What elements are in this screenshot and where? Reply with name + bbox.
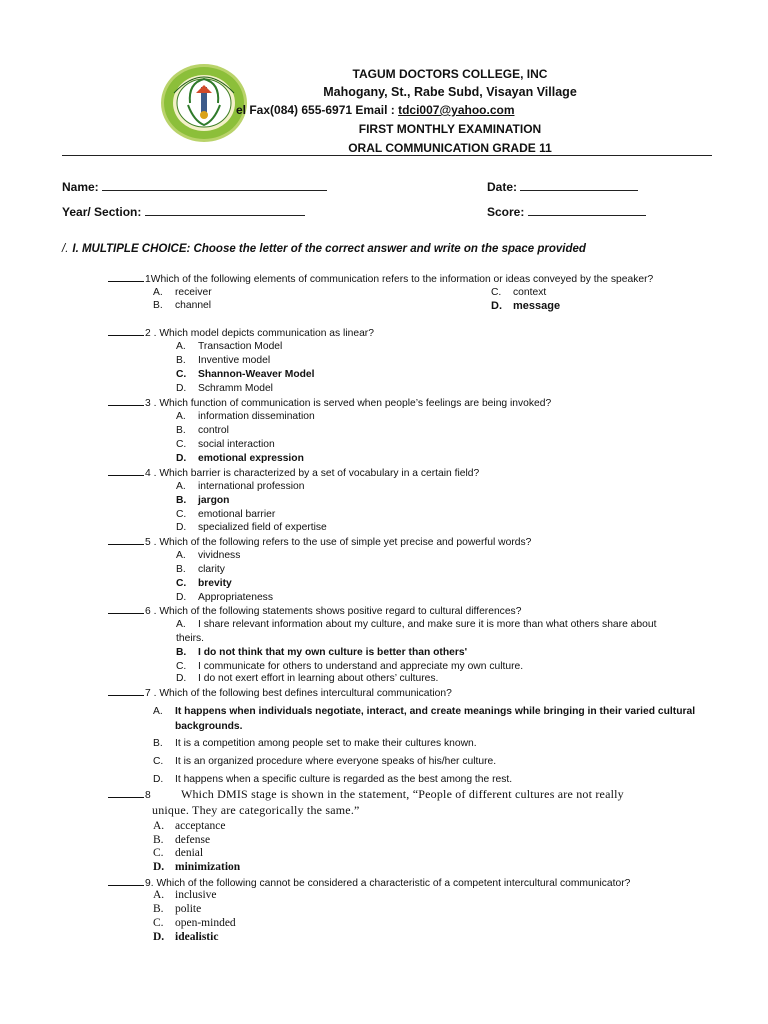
year-section-field xyxy=(62,204,305,219)
question-1 xyxy=(108,272,653,286)
option-text: control xyxy=(198,425,229,436)
option-letter: A. xyxy=(176,341,186,352)
option-text: vividness xyxy=(198,550,241,561)
question-5 xyxy=(108,535,531,549)
option-b-correct xyxy=(176,646,467,659)
option-text: I do not think that my own culture is better than others' xyxy=(198,647,468,658)
option-text: specialized field of expertise xyxy=(198,522,327,533)
option-d-correct xyxy=(176,452,304,465)
option-letter: D. xyxy=(153,861,165,873)
option-b xyxy=(153,834,210,847)
option-text: message xyxy=(513,300,561,312)
option-letter: A. xyxy=(176,481,186,492)
option-text: acceptance xyxy=(175,820,226,832)
option-letter: B. xyxy=(176,355,186,366)
score-field xyxy=(487,204,646,219)
option-letter: B. xyxy=(153,300,163,311)
option-a-continued: theirs. xyxy=(176,633,205,644)
question-text: . Which function of communication is served when people’s feelings are being invoked? xyxy=(153,398,552,409)
question-number: 8 xyxy=(145,790,151,801)
option-b xyxy=(153,737,477,750)
option-letter: C. xyxy=(176,661,187,672)
option-b xyxy=(153,299,211,312)
option-text: It is a competition among people set to make their cultures known. xyxy=(175,738,477,749)
option-text: open-minded xyxy=(175,917,236,929)
section-mark: /. xyxy=(62,243,69,255)
option-c xyxy=(176,508,275,521)
option-a xyxy=(176,549,240,562)
option-d-correct xyxy=(491,300,560,313)
option-a xyxy=(153,820,225,833)
option-letter: A. xyxy=(153,706,163,717)
answer-blank[interactable] xyxy=(108,788,144,798)
option-text: emotional barrier xyxy=(198,509,276,520)
option-text: emotional expression xyxy=(198,453,304,464)
option-letter: D. xyxy=(153,931,165,943)
option-letter: C. xyxy=(176,578,187,589)
option-c xyxy=(176,438,275,451)
option-letter: B. xyxy=(176,495,187,506)
option-c xyxy=(153,847,203,860)
question-number: 2 xyxy=(145,328,151,339)
option-text: jargon xyxy=(198,495,230,506)
option-text: I do not exert effort in learning about others’ cultures. xyxy=(198,673,439,684)
header-divider xyxy=(62,155,712,156)
question-text: . Which of the following best defines intercultural communication? xyxy=(153,688,452,699)
option-text: defense xyxy=(175,834,211,846)
option-c-correct xyxy=(176,577,232,590)
option-letter: A. xyxy=(176,619,186,630)
option-a xyxy=(176,340,282,353)
option-a-continued: backgrounds. xyxy=(175,721,243,732)
exam-title: FIRST MONTHLY EXAMINATION xyxy=(358,122,542,136)
option-text: It is an organized procedure where everyone speaks of his/her culture. xyxy=(175,756,497,767)
option-letter: D. xyxy=(153,774,164,785)
option-letter: D. xyxy=(176,522,187,533)
question-number: 3 xyxy=(145,398,151,409)
option-letter: C. xyxy=(176,439,187,450)
option-c xyxy=(153,917,236,930)
question-9 xyxy=(108,876,630,890)
question-2 xyxy=(108,326,374,340)
option-text: Schramm Model xyxy=(198,383,273,394)
option-b xyxy=(176,354,270,367)
option-text: minimization xyxy=(175,861,241,873)
contact-prefix: el Fax(084) 655-6971 Email : xyxy=(236,103,399,117)
option-text: I share relevant information about my culture, and make sure it is more than what others share about xyxy=(198,619,657,630)
option-d xyxy=(176,382,273,395)
year-section-label: Year/ Section: xyxy=(62,205,142,219)
question-text: Which of the following elements of communication refers to the information or ideas conveyed by the speaker? xyxy=(150,274,654,285)
option-text: channel xyxy=(175,300,212,311)
question-8 xyxy=(108,788,624,802)
question-7 xyxy=(108,686,452,700)
option-text: Appropriateness xyxy=(198,592,273,603)
option-letter: B. xyxy=(176,564,186,575)
question-number: 6 xyxy=(145,606,151,617)
option-text: denial xyxy=(175,847,204,859)
question-6 xyxy=(108,604,521,618)
answer-blank[interactable] xyxy=(108,604,144,614)
option-text: information dissemination xyxy=(198,411,315,422)
option-letter: D. xyxy=(176,453,187,464)
email-link[interactable]: tdci007@yahoo.com xyxy=(398,103,515,117)
answer-blank[interactable] xyxy=(108,396,144,406)
section-title: I. MULTIPLE CHOICE: Choose the letter of the correct answer and write on the space provided xyxy=(72,243,586,255)
option-text: It happens when individuals negotiate, interact, and create meanings while bringing in their varied cultural xyxy=(175,706,696,717)
school-name: TAGUM DOCTORS COLLEGE, INC xyxy=(352,67,548,81)
score-blank[interactable] xyxy=(528,204,646,216)
answer-blank[interactable] xyxy=(108,535,144,545)
option-d-correct xyxy=(153,861,240,874)
option-letter: C. xyxy=(153,917,164,929)
question-number: 9 xyxy=(145,878,151,889)
question-number: 5 xyxy=(145,537,151,548)
option-b xyxy=(153,903,201,916)
option-text: social interaction xyxy=(198,439,275,450)
option-letter: A. xyxy=(153,287,163,298)
option-text: polite xyxy=(175,903,202,915)
school-logo xyxy=(160,63,248,143)
option-a xyxy=(153,889,217,902)
answer-blank[interactable] xyxy=(108,686,144,696)
question-number: 1 xyxy=(145,274,151,285)
option-text: Transaction Model xyxy=(198,341,283,352)
option-letter: B. xyxy=(153,903,164,915)
question-8-continued: unique. They are categorically the same.” xyxy=(152,803,360,817)
name-label: Name: xyxy=(62,180,99,194)
option-letter: A. xyxy=(153,889,165,901)
option-b-correct xyxy=(176,494,229,507)
option-text: backgrounds xyxy=(175,721,240,732)
option-text: It happens when a specific culture is regarded as the best among the rest. xyxy=(175,774,513,785)
question-3 xyxy=(108,396,551,410)
option-a xyxy=(153,286,212,299)
option-text: clarity xyxy=(198,564,225,575)
option-text: Shannon-Weaver Model xyxy=(198,369,315,380)
date-field xyxy=(487,179,638,194)
option-text: brevity xyxy=(198,578,232,589)
option-text: receiver xyxy=(175,287,212,298)
option-c xyxy=(491,286,546,299)
option-letter: B. xyxy=(153,834,164,846)
question-text: . Which model depicts communication as linear? xyxy=(153,328,374,339)
question-text: . Which barrier is characterized by a set of vocabulary in a certain field? xyxy=(153,468,480,479)
option-letter: C. xyxy=(176,369,187,380)
option-letter: C. xyxy=(176,509,187,520)
option-c-correct xyxy=(176,368,315,381)
answer-blank[interactable] xyxy=(108,326,144,336)
option-d xyxy=(176,672,438,685)
date-label: Date: xyxy=(487,180,518,194)
subject-title: ORAL COMMUNICATION GRADE 11 xyxy=(348,141,552,155)
option-b xyxy=(176,563,225,576)
option-letter: C. xyxy=(491,287,502,298)
answer-blank[interactable] xyxy=(108,466,144,476)
option-a-correct xyxy=(153,705,695,718)
option-d xyxy=(176,521,327,534)
option-text: I communicate for others to understand and appreciate my own culture. xyxy=(198,661,524,672)
name-field xyxy=(62,179,327,194)
question-number: 4 xyxy=(145,468,151,479)
option-text: inclusive xyxy=(175,889,217,901)
option-letter: B. xyxy=(153,738,163,749)
option-letter: C. xyxy=(153,847,164,859)
option-c xyxy=(153,755,496,768)
option-a xyxy=(176,618,656,631)
option-text: context xyxy=(513,287,547,298)
option-d xyxy=(176,591,273,604)
option-a xyxy=(176,480,304,493)
question-text: . Which of the following statements shows positive regard to cultural differences? xyxy=(153,606,522,617)
answer-blank[interactable] xyxy=(108,876,144,886)
option-letter: A. xyxy=(153,820,165,832)
option-d xyxy=(153,773,512,786)
section-heading xyxy=(62,243,586,255)
question-text: . Which of the following refers to the use of simple yet precise and powerful words? xyxy=(153,537,532,548)
option-b xyxy=(176,424,229,437)
question-4 xyxy=(108,466,479,480)
year-section-blank[interactable] xyxy=(145,204,305,216)
date-blank[interactable] xyxy=(520,179,638,191)
score-label: Score: xyxy=(487,205,525,219)
option-letter: D. xyxy=(176,673,187,684)
option-d-correct xyxy=(153,931,218,944)
option-letter: C. xyxy=(153,756,164,767)
question-text: . Which of the following cannot be considered a characteristic of a competent intercultural communicator? xyxy=(150,878,631,889)
option-letter: B. xyxy=(176,425,186,436)
option-text: international profession xyxy=(198,481,305,492)
option-a xyxy=(176,410,315,423)
option-letter: D. xyxy=(176,592,187,603)
answer-blank[interactable] xyxy=(108,272,144,282)
school-address: Mahogany, St., Rabe Subd, Visayan Village xyxy=(323,85,577,99)
option-letter: D. xyxy=(176,383,187,394)
name-blank[interactable] xyxy=(102,179,327,191)
option-letter: B. xyxy=(176,647,187,658)
question-text: Which DMIS stage is shown in the statement, “People of different cultures are not really xyxy=(180,787,624,801)
option-letter: A. xyxy=(176,550,186,561)
option-letter: A. xyxy=(176,411,186,422)
question-number: 7 xyxy=(145,688,151,699)
option-text: idealistic xyxy=(175,931,219,943)
school-contact xyxy=(236,103,616,117)
option-letter: D. xyxy=(491,300,502,312)
option-text: Inventive model xyxy=(198,355,271,366)
